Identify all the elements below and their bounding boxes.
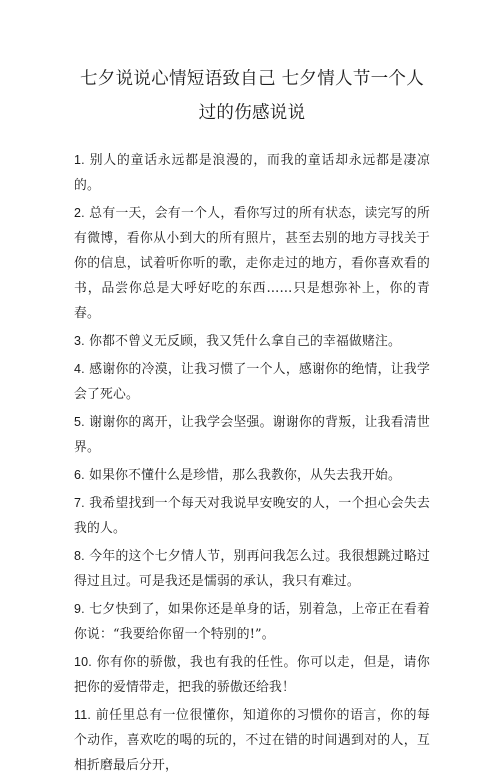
paragraph-number: 10.: [74, 655, 92, 669]
paragraph-text: 七夕快到了，如果你还是单身的话，别着急，上帝正在看着你说：“我要给你留一个特别的!”。: [74, 602, 430, 642]
paragraph-7: [74, 491, 430, 541]
paragraph-number: 4.: [74, 362, 85, 376]
paragraph-text: 总有一天，会有一个人，看你写过的所有状态，读完写的所有微博，看你从小到大的所有照片，甚至去别的地方寻找关于你的信息，试着听你听的歌，走你走过的地方，看你喜欢看的书，品尝你总是大呼好吃的东西……只是想弥补上，你的青春。: [74, 206, 430, 321]
paragraph-number: 11.: [74, 708, 92, 722]
paragraph-2: [74, 201, 430, 326]
paragraph-3: [74, 329, 430, 354]
paragraph-number: 3.: [74, 334, 85, 348]
paragraph-text: 如果你不懂什么是珍惜，那么我教你，从失去我开始。: [89, 468, 402, 483]
paragraph-number: 1.: [74, 153, 85, 167]
paragraph-number: 2.: [74, 206, 85, 220]
paragraph-text: 前任里总有一位很懂你，知道你的习惯你的语言，你的每个动作，喜欢吃的喝的玩的，不过在错的时间遇到对的人，互相折磨最后分开，: [74, 708, 431, 773]
paragraph-9: [74, 597, 430, 647]
paragraph-number: 7.: [74, 496, 85, 510]
paragraph-text: 别人的童话永远都是浪漫的，而我的童话却永远都是凄凉的。: [74, 153, 431, 193]
paragraph-10: [74, 650, 430, 700]
paragraph-8: [74, 544, 430, 594]
paragraph-number: 5.: [74, 415, 85, 429]
paragraph-text: 我希望找到一个每天对我说早安晚安的人，一个担心会失去我的人。: [74, 496, 430, 536]
paragraph-number: 6.: [74, 468, 85, 482]
paragraph-text: 你都不曾义无反顾，我又凭什么拿自己的幸福做赌注。: [89, 334, 402, 349]
paragraph-text: 感谢你的冷漠，让我习惯了一个人，感谢你的绝情，让我学会了死心。: [74, 362, 430, 402]
paragraph-text: 谢谢你的离开，让我学会坚强。谢谢你的背叛，让我看清世界。: [74, 415, 430, 455]
paragraph-number: 8.: [74, 549, 85, 563]
paragraph-text: 你有你的骄傲，我也有我的任性。你可以走，但是，请你把你的爱情带走，把我的骄傲还给我！: [74, 655, 430, 695]
paragraph-number: 9.: [74, 602, 85, 616]
paragraph-4: [74, 357, 430, 407]
paragraph-1: [74, 148, 430, 198]
document-title: 七夕说说心情短语致自己 七夕情人节一个人过的伤感说说: [79, 69, 425, 123]
paragraph-11: [74, 703, 430, 778]
paragraph-5: [74, 410, 430, 460]
paragraph-text: 今年的这个七夕情人节，别再问我怎么过。我很想跳过略过得过且过。可是我还是懦弱的承认，我只有难过。: [74, 549, 430, 589]
paragraph-6: [74, 463, 430, 488]
